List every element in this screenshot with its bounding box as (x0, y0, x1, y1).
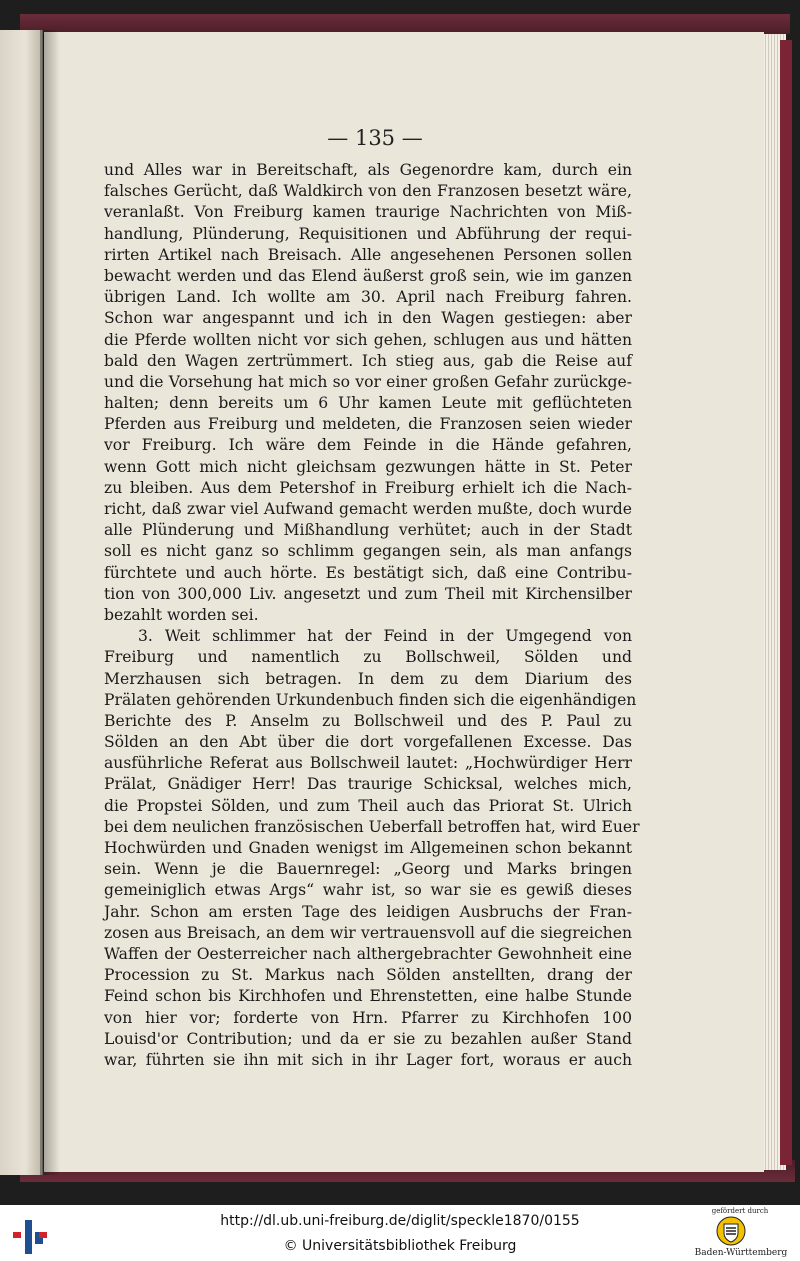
page-number: — 135 — (327, 126, 423, 150)
text-line: Feind schon bis Kirchhofen und Ehrenstetten, eine halbe Stunde (104, 987, 632, 1006)
text-line: Freiburg und namentlich zu Bollschweil, Sölden und (104, 648, 632, 667)
text-line: gemeiniglich etwas Args“ wahr ist, so war sie es gewiß dieses (104, 881, 632, 900)
back-cover-edge (780, 40, 792, 1165)
text-line: und die Vorsehung hat mich so vor einer großen Gefahr zurückge- (104, 372, 632, 391)
text-line: übrigen Land. Ich wollte am 30. April nach Freiburg fahren. (104, 288, 632, 307)
book-cover-top (20, 14, 790, 34)
text-line: und Alles war in Bereitschaft, als Gegenordre kam, durch ein (104, 161, 632, 179)
text-line: bewacht werden und das Elend äußerst groß sein, wie im ganzen (104, 266, 632, 285)
text-line: ausführliche Referat aus Bollschweil lautet: „Hochwürdiger Herr (104, 754, 632, 773)
text-line: soll es nicht ganz so schlimm gegangen sein, als man anfangs (104, 542, 632, 561)
text-line: richt, daß zwar viel Aufwand gemacht werden mußte, doch wurde (104, 500, 632, 518)
text-line: alle Plünderung und Mißhandlung verhütet; auch in der Stadt (104, 521, 632, 540)
text-line: die Propstei Sölden, und zum Theil auch das Priorat St. Ulrich (104, 796, 632, 815)
text-line: veranlaßt. Von Freiburg kamen traurige Nachrichten von Miß- (104, 203, 632, 222)
text-line: Schon war angespannt und ich in den Wagen gestiegen: aber (104, 309, 632, 328)
text-line: bald den Wagen zertrümmert. Ich stieg aus, gab die Reise auf (104, 351, 632, 370)
text-line: Prälat, Gnädiger Herr! Das traurige Schicksal, welches mich, (104, 775, 632, 794)
left-page-edge (0, 30, 43, 1175)
text-line: sein. Wenn je die Bauernregel: „Georg und Marks bringen (104, 860, 632, 879)
text-line: rirten Artikel nach Breisach. Alle angesehenen Personen sollen (104, 245, 632, 264)
text-line: Hochwürden und Gnaden wenigst im Allgemeinen schon bekannt (104, 839, 632, 857)
text-line: bezahlt worden sei. (104, 605, 259, 624)
text-line: Pferden aus Freiburg und meldeten, die Franzosen seien wieder (104, 415, 632, 434)
text-line: handlung, Plünderung, Requisitionen und Abführung der requi- (104, 224, 632, 243)
text-line: Merzhausen sich betragen. In dem zu dem Diarium des (104, 669, 632, 688)
spine-shadow (40, 30, 60, 1175)
text-line: war, führten sie ihn mit sich in ihr Lager fort, woraus er auch (104, 1050, 632, 1069)
page-text (104, 160, 640, 1071)
text-line: halten; denn bereits um 6 Uhr kamen Leute mit geflüchteten (104, 394, 632, 413)
text-line: von hier vor; forderte von Hrn. Pfarrer zu Kirchhofen 100 (104, 1008, 632, 1027)
text-line: Jahr. Schon am ersten Tage des leidigen Ausbruchs der Fran- (104, 902, 632, 921)
text-line: wenn Gott mich nicht gleichsam gezwungen hätte in St. Peter (104, 457, 632, 476)
funded-by-label: gefördert durch (711, 1207, 769, 1215)
baden-wuerttemberg-crest-icon (716, 1216, 746, 1246)
text-line: falsches Gerücht, daß Waldkirch von den Franzosen besetzt wäre, (104, 182, 632, 201)
text-line: Prälaten gehörenden Urkundenbuch finden sich die eigenhändigen (104, 690, 637, 709)
text-line: zu bleiben. Aus dem Petershof in Freiburg erhielt ich die Nach- (104, 478, 632, 497)
text-line: 3. Weit schlimmer hat der Feind in der Umgegend von (138, 627, 632, 646)
text-line: die Pferde wollten nicht vor sich gehen, schlugen aus und hätten (104, 330, 632, 349)
permalink-url[interactable]: http://dl.ub.uni-freiburg.de/diglit/speckle1870/0155 (220, 1213, 580, 1229)
text-line: bei dem neulichen französischen Ueberfall betroffen hat, wird Euer (104, 817, 640, 836)
text-line: Louisd'or Contribution; und da er sie zu bezahlen außer Stand (104, 1029, 632, 1048)
text-line: Waffen der Oesterreicher nach althergebrachter Gewohnheit eine (104, 944, 632, 963)
text-line: Procession zu St. Markus nach Sölden anstellten, drang der (104, 966, 632, 985)
funder-label: Baden-Württemberg (694, 1248, 788, 1258)
text-line: Berichte des P. Anselm zu Bollschweil und des P. Paul zu (104, 711, 632, 730)
text-line: Sölden an den Abt über die dort vorgefallenen Excesse. Das (104, 733, 632, 752)
text-line: fürchtete und auch hörte. Es bestätigt sich, daß eine Contribu- (104, 563, 632, 582)
ub-freiburg-logo-icon[interactable] (10, 1212, 50, 1256)
copyright-text: © Universitätsbibliothek Freiburg (283, 1238, 517, 1254)
text-line: zosen aus Breisach, an dem wir vertrauensvoll auf die siegreichen (104, 923, 632, 942)
text-line: vor Freiburg. Ich wäre dem Feinde in die Hände gefahren, (104, 436, 632, 455)
text-line: tion von 300,000 Liv. angesetzt und zum Theil mit Kirchensilber (104, 584, 632, 603)
